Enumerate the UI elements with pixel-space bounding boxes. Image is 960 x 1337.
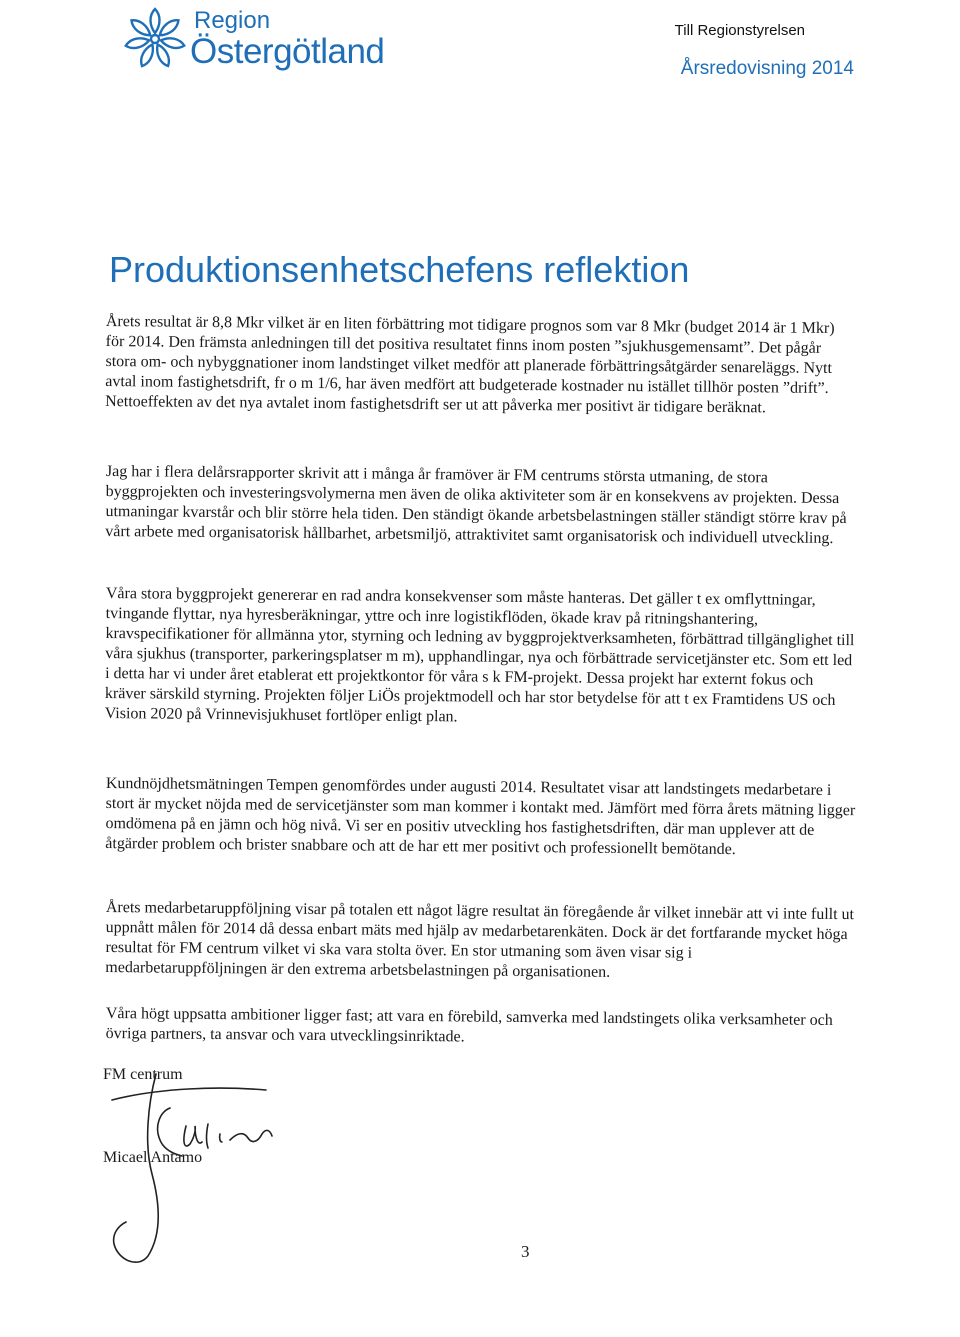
page-number: 3 — [521, 1242, 530, 1261]
report-title: Årsredovisning 2014 — [680, 58, 854, 79]
signature-name: Micael Antamo — [103, 1149, 203, 1166]
signature-organization: FM centrum — [103, 1066, 183, 1083]
paragraph-results: Årets resultat är 8,8 Mkr vilket är en liten förbättring mot tidigare prognos som var 8 Mkr (budget 2014 är 1 Mkr) för 2014. Den främsta anledningen till det positiva resultatet finns inom posten ”sjukhusgemensamt”. Det pågår stora om- och nybyggnationer inom landstinget vilket medför att planerade förbättringsåtgärder senareläggs. Nytt avtal inom fastighetsdrift, fr o m 1/6, har även medfört att budgeterade kostnader nu istället tillhör posten ”drift”. Nettoeffekten av det nya avtalet inom fastighetsdrift ser ut att påverka mer positivt är tidigare beräknat. — [105, 312, 835, 417]
logo-text-ostergotland: Östergötland — [190, 32, 385, 71]
paragraph-employee-survey: Årets medarbetaruppföljning visar på totalen ett något lägre resultat än föregående år vilket innebär att vi inte fullt ut uppnått målen för 2014 då dessa enbart mäts med hjälp av medarbetarenkäten. Dock är det fortfarande mycket höga resultat för FM centrum vilket vi ska vara stolta över. En stor utmaning som även visar sig i medarbetaruppföljningen är den extrema arbetsbelastningen på organisationen. — [105, 898, 855, 981]
paragraph-challenges: Jag har i flera delårsrapporter skrivit att i många år framöver är FM centrums största utmaning, de stora byggprojekten och investeringsvolymerna men även de olika aktiviteter som är en konsekvens av projekten. Dessa utmaningar kvarstår och blir större hela tiden. Den ständigt ökande arbetsbelastningen ställer ständigt större krav på vårt arbete med organisatorisk hållbarhet, arbetsmiljö, attraktivitet samt organisatorisk och individuell utveckling. — [105, 462, 847, 547]
handwritten-signature — [98, 1064, 298, 1279]
recipient-label: Till Regionstyrelsen — [674, 22, 805, 39]
paragraph-ambitions: Våra högt uppsatta ambitioner ligger fast; att vara en förebild, samverka med landstingets olika verksamheter och övriga partners, ta ansvar och vara utvecklingsinriktade. — [105, 1004, 833, 1046]
paragraph-customer-survey: Kundnöjdhetsmätningen Tempen genomfördes under augusti 2014. Resultatet visar att landstingets medarbetare i stort är mycket nöjda med de servicetjänster som man kommer i kontakt med. Jämfört med förra årets mätning ligger omdömena på en jämn och hög nivå. Vi ser en positiv utveckling hos fastighetsdriften, där man upplever att de åtgärder problem och brister snabbare och att de har ett mer positivt och professionellt bemötande. — [105, 774, 856, 859]
page-title: Produktionsenhetschefens reflektion — [109, 249, 690, 290]
logo-text-region: Region — [194, 7, 271, 34]
paragraph-construction-projects: Våra stora byggprojekt genererar en rad andra konsekvenser som måste hanteras. Det gäller t ex omflyttningar, tvingande flyttar, nya hyresberäkningar, yttre och inre logistikflöden, ökade krav på ritningshantering, kravspecifikationer för allmänna ytor, styrning och ledning av byggprojektverksamheten, förbättrad tillgänglighet till våra sjukhus (transporter, parkeringsplatser m m), upphandlingar, nya och förbättrade servicetjänster etc. Som ett led i detta har vi under året etablerat ett projektkontor för våra s k FM-projekt. Dessa projekt har externt fokus och kräver särskild styrning. Projekten följer LiÖs projektmodell och har stor betydelse för att t ex Framtidens US och Vision 2020 på Vrinnevisjukhuset fortlöper enligt plan. — [104, 584, 855, 726]
region-logo-icon — [120, 2, 190, 77]
